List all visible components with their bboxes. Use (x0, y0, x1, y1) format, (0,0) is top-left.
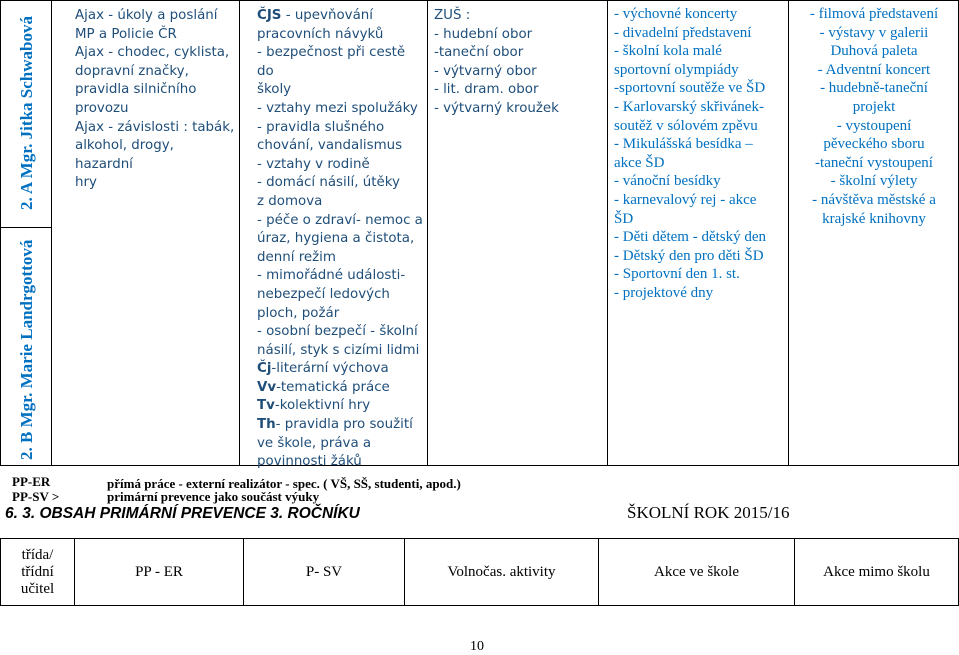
pp-sv-line: ČJS - upevňování (257, 8, 373, 23)
free-time-line: - lit. dram. obor (434, 82, 539, 98)
pp-sv-line: Čj-literární výchova (257, 361, 389, 377)
col-divider-1 (51, 0, 52, 466)
school-events-line: - Karlovarský skřivánek- (614, 98, 764, 115)
upper-table-left-border (0, 0, 1, 466)
lower-table-top-border (0, 538, 959, 539)
school-events-line: - Děti dětem - dětský den (614, 229, 767, 246)
free-time-line: - výtvarný kroužek (434, 100, 559, 116)
outside-events-line: pěveckého sboru (823, 136, 925, 153)
class-row-divider (0, 227, 51, 228)
school-events-line: - Dětský den pro děti ŠD (614, 247, 764, 264)
outside-events-line: - návštěva městské a (812, 191, 936, 208)
school-events-line: - výchovné koncerty (614, 6, 738, 22)
pp-sv-line: školy (257, 82, 292, 98)
pp-sv-line: z domova (257, 193, 323, 209)
outside-events-line: krajské knihovny (822, 210, 926, 227)
col-divider-4 (607, 0, 608, 466)
outside-events-line: - filmová představení (809, 6, 939, 22)
school-events-line: soutěž v sólovém zpěvu (614, 117, 758, 134)
outside-events-line: Duhová paleta (830, 43, 918, 60)
legend-pp-er-abbr: PP-ER (12, 474, 51, 489)
pp-er-line: alkohol, drogy, hazardní (75, 138, 174, 172)
outside-events-line: - školní výlety (830, 173, 918, 190)
pp-sv-line: úraz, hygiena a čistota, (257, 231, 415, 247)
pp-sv-line: nebezpečí ledových (257, 286, 390, 302)
school-events-line: sportovní olympiády (614, 61, 739, 78)
pp-sv-line: pracovních návyků (257, 26, 384, 42)
pp-er-line: Ajax - závislosti : tabák, (75, 119, 235, 135)
school-events-line: ŠD (614, 210, 634, 227)
lower-table-bottom-border (0, 605, 959, 606)
pp-sv-line: Th- pravidla pro soužití (257, 417, 413, 433)
pp-sv-line: Vv-tematická práce (257, 379, 390, 395)
pp-er-line: MP a Policie ČR (75, 26, 177, 42)
pp-sv-line: - pravidla slušného (257, 119, 385, 135)
school-events-line: - divadelní představení (614, 24, 752, 41)
legend-pp-sv-abbr: PP-SV > (12, 489, 60, 504)
class-2a-label: 2. A Mgr. Jitka Schwabová (17, 16, 36, 210)
class-2b-label: 2. B Mgr. Marie Landrgottová (17, 239, 36, 460)
free-time-line: ZUŠ : (434, 8, 471, 23)
header-pp-er: PP - ER (135, 564, 183, 580)
outside-events-line: - hudebně-taneční (820, 80, 928, 97)
pp-sv-line: - mimořádné události- (257, 268, 406, 284)
col-divider-3 (427, 0, 428, 466)
school-events-line: - vánoční besídky (614, 173, 721, 190)
pp-sv-line: - vztahy mezi spolužáky (257, 100, 418, 116)
upper-table-top-border (0, 0, 959, 1)
legend-pp-er-text: přímá práce - externí realizátor - spec. ( VŠ, SŠ, studenti, apod.) (107, 476, 461, 491)
legend-pp-sv-text: primární prevence jako součást výuky (107, 489, 320, 504)
free-time-line: - výtvarný obor (434, 63, 537, 79)
outside-events-content (793, 5, 955, 228)
pp-er-line: dopravní značky, (75, 63, 189, 79)
outside-events-line: -taneční vystoupení (815, 154, 933, 171)
pp-er-line: Ajax - úkoly a poslání (75, 8, 218, 23)
pp-sv-line: - domácí násilí, útěky (257, 175, 400, 191)
pp-er-content (75, 7, 235, 193)
school-events-line: -sportovní soutěže ve ŠD (614, 80, 766, 97)
free-time-line: - hudební obor (434, 26, 533, 42)
school-events-line: - Sportovní den 1. st. (614, 266, 740, 283)
pp-sv-line: povinnosti žáků (257, 454, 362, 470)
pp-er-line: hry (75, 175, 97, 191)
pp-er-line: provozu (75, 100, 129, 116)
pp-sv-line: - péče o zdraví- nemoc a (257, 212, 423, 228)
free-time-content (434, 7, 604, 119)
pp-sv-line: ve škole, práva a (257, 435, 372, 451)
pp-sv-line: chování, vandalismus (257, 138, 403, 154)
outside-events-line: - výstavy v galerii (819, 24, 929, 41)
col-divider-5 (788, 0, 789, 466)
pp-sv-content (257, 7, 425, 472)
free-time-line: -taneční obor (434, 45, 524, 61)
pp-sv-line: ploch, požár (257, 305, 340, 321)
school-year: ŠKOLNÍ ROK 2015/16 (627, 503, 790, 522)
outside-events-line: - vystoupení (836, 117, 912, 134)
pp-sv-line: násilí, styk s cizími lidmi (257, 342, 420, 358)
pp-er-line: Ajax - chodec, cyklista, (75, 45, 230, 61)
pp-er-line: pravidla silničního (75, 82, 197, 98)
pp-sv-line: - osobní bezpečí - školní (257, 324, 418, 340)
school-events-content (614, 5, 786, 303)
pp-sv-line: - vztahy v rodině (257, 156, 370, 172)
pp-sv-line: - bezpečnost při cestě do (257, 45, 406, 79)
school-events-line: - projektové dny (614, 284, 714, 301)
section-title: 6. 3. OBSAH PRIMÁRNÍ PREVENCE 3. ROČNÍKU (5, 505, 360, 522)
school-events-line: - školní kola malé (614, 43, 722, 60)
outside-events-line: projekt (852, 98, 896, 115)
outside-events-line: - Adventní koncert (817, 61, 931, 78)
header-free-time: Volnočas. aktivity (447, 564, 556, 580)
page-number: 10 (470, 639, 484, 654)
header-school-events: Akce ve škole (654, 564, 739, 580)
col-divider-2 (239, 0, 240, 466)
school-events-line: akce ŠD (614, 154, 665, 171)
upper-table-bottom-border (0, 465, 959, 466)
pp-sv-line: Tv-kolektivní hry (257, 398, 371, 414)
pp-sv-line: denní režim (257, 249, 336, 265)
header-class-teacher: třída/ třídní učitel (20, 547, 55, 597)
header-outside-events: Akce mimo školu (823, 564, 930, 580)
school-events-line: - karnevalový rej - akce (614, 191, 757, 208)
school-events-line: - Mikulášská besídka – (614, 136, 753, 153)
header-p-sv: P- SV (305, 564, 343, 580)
